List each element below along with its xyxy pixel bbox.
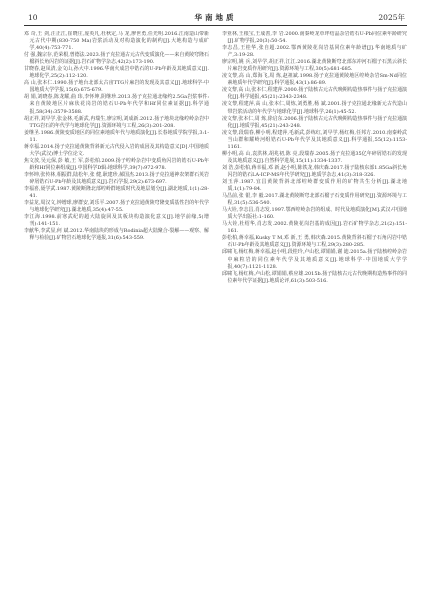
reference-entry: 高 山,张本仁.1990.扬子地台北部太古宙TTG片麻岩的发现及其意义[J].地球科学-中国地质大学学报,15(6):675-679.	[24, 80, 209, 94]
reference-entry: 凌文黎,程建萍,高 山,张本仁,周炼,刘勇胜,杨 斌.2001.扬子克拉通北缘新元古代造山带岩浆活动的年代学与地球化学[J].地球科学,26(1):45-52.	[222, 101, 407, 115]
reference-entry: 马大铨,李志昌,肖志发.1997.鄂西崆岭杂岩的组成、时代及地质演化[M].武汉:中国地质大学出版社:1-160.	[222, 207, 407, 221]
header-rule	[24, 25, 407, 26]
reference-entry: 廖宗明,姚 兵,刘早学,胡正祥,江江.2016.湖北黄陵断穹北部东冲河石榴子石黑云斜长片麻岩变质作用研究[J].资源环境与工程,30(5):681-685.	[222, 59, 407, 73]
reference-entry: 马昌前,张 银,李 毅.2017.湖北黄陵断穹北部石榴子石变质作用研究[J].资源环境与工程,31(5):536-540.	[222, 193, 407, 207]
reference-entry: 凌文黎,段瑞春,柳小明,程建萍,毛新武,彭练红,刘早学,杨红梅,任邦方.2010.南秦岭武当山群和耀岭河组锆石U-Pb年代学及其地质意义[J].科学通报,55(12):1153-1161.	[222, 129, 407, 150]
reference-entry: 柳小明,高 山,袁洪林,胡兆初,陈 亮,段瑞春.2005.扬子克拉通35亿年碎屑锆石的发现及其地质意义[J].自然科学进展,15(11):1334-1337.	[222, 150, 407, 164]
reference-entry: 李亚林,王根宝,王成善,李 岩.2000.南秦岭龙草坪结晶杂岩锆石U-Pb同位素年龄研究[J].矿物学报,20(3):50-54.	[222, 31, 407, 45]
reference-entry: 李志昌,王桂华,张自超.2002.鄂西黄陵花岗岩基同位素年龄谱[J].华南地质与矿产,3:19-28.	[222, 45, 407, 59]
page-number: 10	[28, 13, 38, 22]
reference-entry: 彭松柏,蒋幸福,Kusky T M,邓 新,王 勇,韩庆森.2015.黄陵背斜石榴子石角闪岩中锆石U-Pb年龄及其地质意义[J].资源环境与工程,29(3):280-285.	[222, 235, 407, 249]
journal-title: 华南地质	[194, 13, 237, 22]
reference-entry: 付 强,魏宗存,范荣根,曾德法.2023.扬子克拉通古元古代变质演化——来自黄陵穹隆石榴斜长角闪岩的证据[J].岩石矿物学杂志,42(2):173-190.	[24, 52, 209, 66]
page-header	[24, 12, 407, 24]
references-left-column	[24, 31, 209, 596]
reference-entry: 邱啸飞,杨红梅,卢山松,谭娟娟,蔡应雄.2015b.扬子陆核古元古代晚期构造热事件的同位素年代学证据[J].地质论评,61(3):503-516.	[222, 270, 407, 284]
issue-year: 2025年	[378, 13, 405, 22]
reference-entry: 刘玉萍.1987.宜昌黄陵背斜北部崆岭群变质作用的矿物共生分析[J].湖北地质,1(1):79-84.	[222, 178, 407, 193]
reference-entry: 凌文黎,高 山,郑海飞,周 炼,赵祖斌.1998.扬子克拉通黄陵地区崆岭杂岩Sm-Nd同位素地质年代学研究[J].科学通报,43(1):86-89.	[222, 73, 407, 87]
reference-entry: 李益龙,周汉文,钟增球,廖群安,刘乐平.2007.扬子克拉通黄陵穹隆变质基性岩的年代学与地球化学研究[J].湖北地质,35(4):47-55.	[24, 200, 209, 214]
reference-entry: 李福喜,聂学武.1987.黄陵断隆北部崆岭群地质时代及地层划分[J].湖北地质,1(1):28-41.	[24, 186, 209, 200]
reference-entry: 凌文黎,高 山,张本仁,程建萍.2000.扬子陆核古元古代晚期构造热事件与扬子克拉通演化[J].科学通报,45(21):2343-2348.	[222, 87, 407, 101]
reference-entry: 邱啸飞,杨红梅,蒋幸福,赵小明,段桂玲,卢山松,谭娟娟,谢 迪.2015a.扬子陆核崆岭杂岩中麻粒岩的同位素年代学及其地质意义[J].地球科学-中国地质大学学报,40(7):1121-1128.	[222, 249, 407, 270]
reference-entry: 焦文放,吴元保,彭 敏,王 军,彭松柏.2009.扬子崆岭杂岩中变质角闪岩的锆石U-Pb年龄和Hf同位素组成[J].中国科学D辑:地球科学,39(7):972-978.	[24, 157, 209, 171]
reference-entry: 李江海.1998.前寒武纪的超大陆旋回及其板块构造演化意义[J].地学前缘,5(增刊):141-151.	[24, 214, 209, 228]
reference-entry: 甘晓春,赵凤清,金文山,孙大中.1996.华南火成岩中锆石的U-Pb年龄及其地质意义[J].地球化学,25(2):112-120.	[24, 66, 209, 80]
reference-entry: 胡 娟,刘晓春,陈龙耀,曲 玮,李怀坤,阴继珍.2013.扬子克拉通北缘约2.5Ga岩浆事件:来自黄陵地区片麻状花岗岩的锆石U-Pb年代学和Hf同位素证据[J].科学通报,58(34):3579-3588.	[24, 94, 209, 115]
reference-entry: 李献华,李武显,何 斌.2012.华南陆块的形成与Rodinia超大陆聚合-裂解——观察、解释与检验[J].矿物岩石地球化学通报,31(6):543-559.	[24, 228, 209, 242]
references-right-column	[222, 31, 407, 596]
reference-entry: 蒋幸福.2014.扬子克拉通黄陵背斜新元古代侵入岩的成因及其构造意义[D].中国地质大学(武汉)博士学位论文.	[24, 143, 209, 157]
reference-entry: 胡正祥,刘早学,张金林,毛新武,冉瑞生,廖宗明,刘成新.2012.扬子地块北缘崆岭杂岩中TTG岩石的年代学与地球化学[J].资源环境与工程,26(3):201-208.	[24, 115, 209, 129]
reference-entry: 邓 奇,王 剑,汪正江,崔晓庄,庞英凡,杜秋定,马 龙,廖世勇,任光明.2016.江南造山带新元古代中期(830-750 Ma)岩浆活动及对构造演化的制约[J].大地构造与成矿学,40(4):753-771.	[24, 31, 209, 52]
reference-entry: 马大铨,杜绍华,肖志发.2002.黄陵花岗岩基的成因[J].岩石矿物学杂志,21(2):151-161.	[222, 221, 407, 235]
reference-entry: 刘 浩,彭松柏,蒋幸福,邓 新,赵小明,陈铁龙,韩庆森.2017.扬子陆核东部1.85Ga斜长角闪岩的锆石LA-ICP-MS年代学研究[J].地质学杂志,41(3):318-326.	[222, 164, 407, 178]
reference-entry: 李怀坤,张传林,相振群,陆松年,张 健,耿建珍,郝国杰.2013.扬子克拉通神农架群石英岩碎屑锆石U-Pb年龄及其地质意义[J].岩石学报,29(2):673-697.	[24, 171, 209, 185]
reference-entry: 凌文黎,张本仁,周 炼,徐启东.2006.扬子陆核古元古代晚期构造热事件与扬子克拉通演化[J].地质学报,45(21):243-248.	[222, 115, 407, 129]
reference-entry: 姜继圣.1986.黄陵变质地区的同位素地质年代与地质演化[J].长春地质学院学报,3:1-11.	[24, 129, 209, 143]
